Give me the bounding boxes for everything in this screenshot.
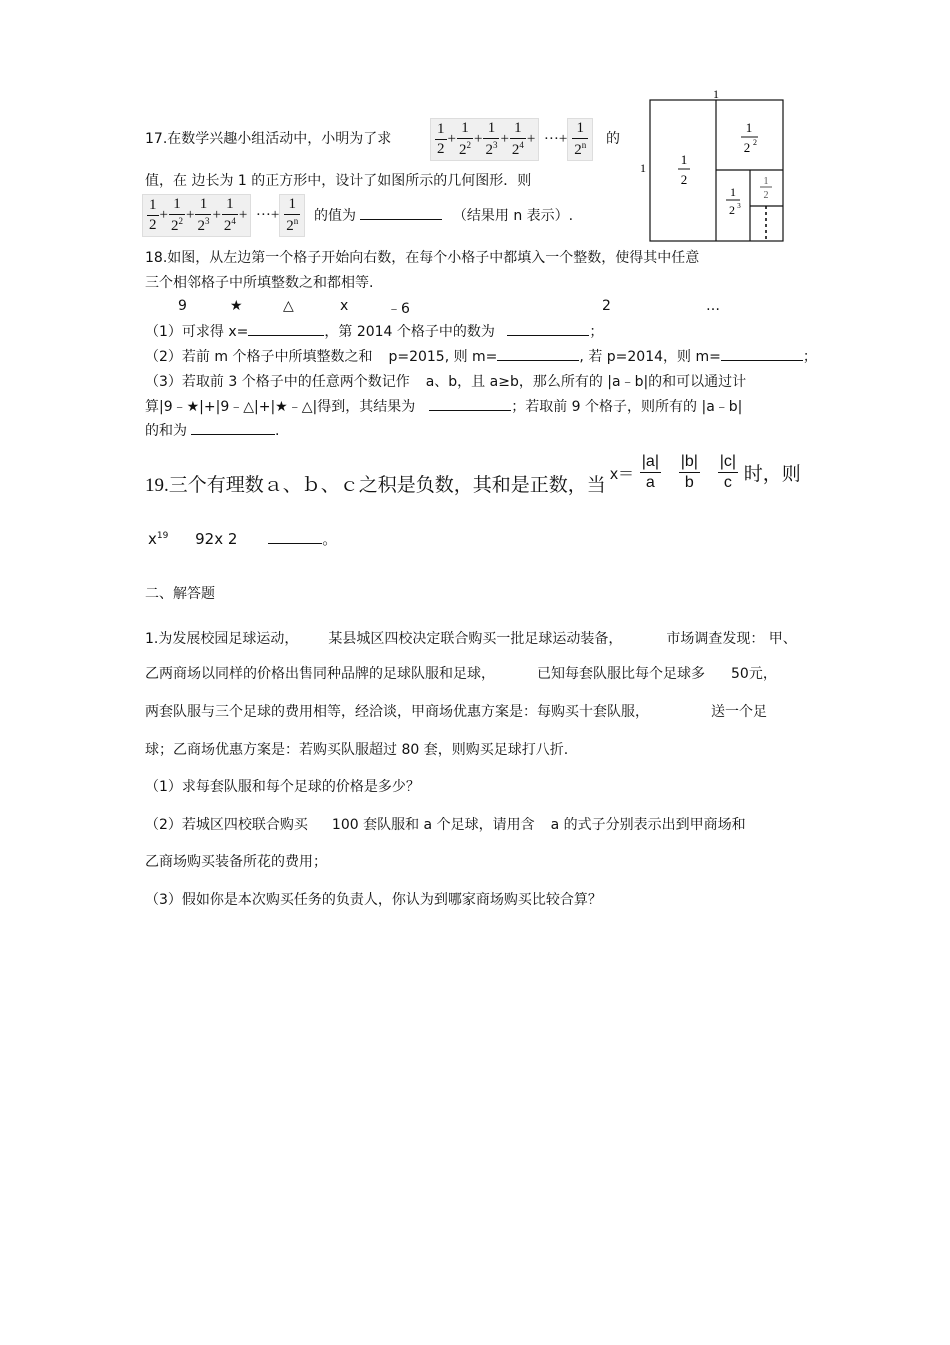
svg-text:2: 2 [743, 140, 751, 155]
q19-prefix: 19.三个有理数ａ、ｂ、ｃ之积是负数，其和是正数，当 [145, 475, 606, 496]
series-box: $\frac{1}{2}$ + $\frac{1}{2^2}$ + $\frac{1}{2^3}$ + $\frac{1}{2^4}$ + [430, 118, 539, 161]
svg-text:1: 1 [745, 120, 753, 135]
grid-cell: ﹣6 [387, 301, 410, 317]
q17-series-formula-2: $\frac{1}{2}$ + $\frac{1}{2^2}$ + $\frac{1}{2^3}$ + $\frac{1}{2^4}$ + ···+ $\frac{1}{2^n}$ [142, 194, 305, 237]
q18-part3-line2: 算|9﹣★|+|9﹣△|+|★﹣△|得到，其结果为 ；若取前 9 个格子，则所有的 |a﹣b| [145, 399, 743, 415]
svg-text:1: 1 [680, 152, 688, 167]
q17-line1: 17.在数学兴趣小组活动中，小明为了求 [145, 131, 392, 147]
q18-part3-line3: 的和为 . [145, 423, 280, 439]
q18-line2: 三个相邻格子中所填整数之和都相等. [145, 275, 374, 291]
q18-part3: （3）若取前 3 个格子中的任意两个数记作 a、b，且 a≥b，那么所有的 |a﹣b|的和可以通过计 [145, 374, 747, 390]
answer-blank[interactable] [497, 360, 579, 361]
p1-q3: （3）假如你是本次购买任务的负责人，你认为到哪家商场购买比较合算？ [145, 892, 602, 908]
answer-blank[interactable] [507, 335, 589, 336]
x-cell: x [340, 298, 349, 314]
p1-q2: （2）若城区四校联合购买 100 套队服和 a 个足球，请用含 a 的式子分别表示出到甲商场和 [145, 817, 746, 833]
grid-cell: 2 [602, 298, 611, 314]
q18-part2: （2）若前 m 个格子中所填整数之和 p=2015, 则 m= , 若 p=2014，则 m= ； [145, 349, 817, 365]
frac-term-1: $\frac{1}{2}$ [437, 121, 445, 157]
answer-blank[interactable] [191, 434, 275, 435]
svg-text:1: 1 [763, 176, 769, 187]
ellipsis: ··· [543, 131, 559, 147]
q19-line2: $x^{19}$ 92x 2 。 [148, 530, 338, 548]
answer-blank[interactable] [248, 335, 324, 336]
frac-term-3: $\frac{1}{2^3}$ [485, 120, 498, 158]
q17-line3: 的值为 （结果用 n 表示）. [314, 208, 574, 224]
svg-text:2: 2 [680, 172, 688, 187]
q18-line1: 18.如图，从左边第一个格子开始向右数，在每个小格子中都填入一个整数，使得其中任意 [145, 250, 700, 266]
svg-text:2: 2 [763, 190, 769, 201]
p1-q2-line2: 乙商场购买装备所花的费用； [145, 854, 327, 870]
p1-line1: 1.为发展校园足球运动， 某县城区四校决定联合购买一批足球运动装备， 市场调查发现： 甲、 [145, 631, 797, 647]
grid-cell: 9 [178, 298, 187, 314]
p1-line2: 乙两商场以同样的价格出售同种品牌的足球队服和足球， 已知每套队服比每个足球多 50元， [145, 666, 777, 682]
square-figure [640, 88, 786, 244]
answer-blank[interactable] [721, 360, 803, 361]
p1-q1: （1）求每套队服和每个足球的价格是多少？ [145, 779, 420, 795]
q18-part1: （1）可求得 x= ，第 2014 个格子中的数为 ； [145, 324, 604, 340]
fig-top-label: 1 [713, 88, 719, 101]
grid-ellipsis: … [706, 298, 720, 314]
fig-left-label: 1 [640, 161, 646, 175]
svg-text:1: 1 [730, 185, 736, 199]
triangle-cell: △ [283, 298, 294, 314]
star-cell: ★ [230, 298, 243, 314]
svg-text:3: 3 [737, 202, 741, 210]
answer-blank[interactable] [268, 543, 322, 544]
p1-line3: 两套队服与三个足球的费用相等，经洽谈，甲商场优惠方案是：每购买十套队服， 送一个足 [145, 704, 767, 720]
frac-term-4: $\frac{1}{2^4}$ [511, 120, 524, 158]
p1-line4: 球；乙商场优惠方案是：若购买队服超过 80 套，则购买足球打八折. [145, 742, 569, 758]
q17-line2: 值，在 边长为 1 的正方形中，设计了如图所示的几何图形．则 [145, 173, 532, 189]
answer-blank[interactable] [360, 219, 442, 220]
section-title: 二、解答题 [145, 586, 215, 602]
svg-text:2: 2 [729, 203, 735, 217]
q17-series-formula: $\frac{1}{2}$ + $\frac{1}{2^2}$ + $\frac{1}{2^3}$ + $\frac{1}{2^4}$ + ···+ $\frac{1}{2^n}$ [430, 118, 593, 161]
q19-formula: x＝ $\frac{|a|}{a}$ $\frac{|b|}{b}$ $\frac{|c|}{c}$ 时，则 [610, 453, 801, 491]
q17-line1-suffix: 的 [606, 131, 620, 147]
frac-term-n: $\frac{1}{2^n}$ [574, 120, 587, 158]
frac-term-2: $\frac{1}{2^2}$ [458, 120, 471, 158]
svg-text:2: 2 [753, 138, 757, 147]
answer-blank[interactable] [429, 410, 511, 411]
